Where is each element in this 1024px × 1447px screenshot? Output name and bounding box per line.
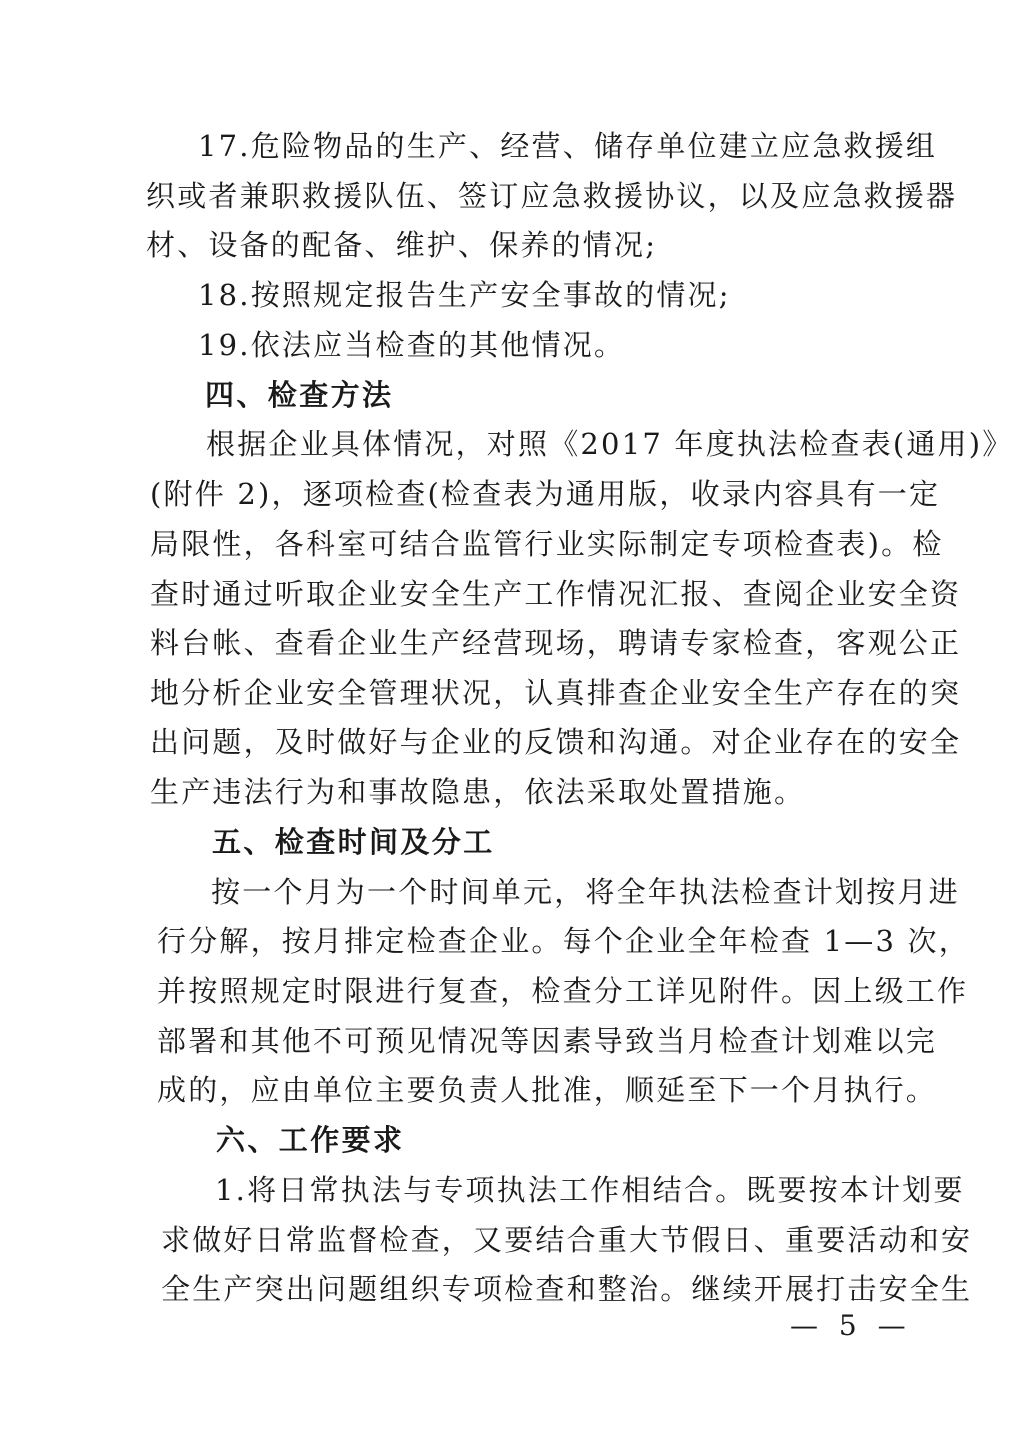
text-line-time-1: 按一个月为一个时间单元，将全年执法检查计划按月进 <box>211 875 960 909</box>
section-heading-work-requirements: 六、工作要求 <box>216 1123 405 1157</box>
page-number: — 5 — <box>790 1309 912 1342</box>
text-line-method-6: 地分析企业安全管理状况，认真排查企业安全生产存在的突 <box>150 676 962 710</box>
text-line-item-17-cont: 织或者兼职救援队伍、签订应急救援协议，以及应急救援器 <box>146 179 958 213</box>
text-line-time-4: 部署和其他不可预见情况等因素导致当月检查计划难以完 <box>157 1024 938 1058</box>
text-line-item-19: 19.依法应当检查的其他情况。 <box>198 328 626 362</box>
text-line-item-17-end: 材、设备的配备、维护、保养的情况; <box>146 228 658 262</box>
text-line-method-1: 根据企业具体情况，对照《2017 年度执法检查表(通用)》 <box>206 427 1014 461</box>
text-line-item-17-start: 17.危险物品的生产、经营、储存单位建立应急救援组 <box>198 129 938 163</box>
text-line-method-3: 局限性，各科室可结合监管行业实际制定专项检查表)。检 <box>150 527 944 561</box>
text-line-req-1: 1.将日常执法与专项执法工作相结合。既要按本计划要 <box>215 1173 965 1207</box>
text-line-req-3: 全生产突出问题组织专项检查和整治。继续开展打击安全生 <box>161 1272 973 1306</box>
section-heading-inspection-method: 四、检查方法 <box>205 378 394 412</box>
text-line-method-5: 料台帐、查看企业生产经营现场，聘请专家检查，客观公正 <box>150 626 962 660</box>
text-line-method-4: 查时通过听取企业安全生产工作情况汇报、查阅企业安全资 <box>150 577 962 611</box>
text-line-time-2: 行分解，按月排定检查企业。每个企业全年检查 1—3 次， <box>157 924 970 958</box>
text-line-method-7: 出问题，及时做好与企业的反馈和沟通。对企业存在的安全 <box>150 725 962 759</box>
text-line-method-8: 生产违法行为和事故隐患，依法采取处置措施。 <box>150 775 806 809</box>
text-line-req-2: 求做好日常监督检查，又要结合重大节假日、重要活动和安 <box>161 1223 973 1257</box>
text-line-time-5: 成的，应由单位主要负责人批准，顺延至下一个月执行。 <box>157 1073 938 1107</box>
text-line-time-3: 并按照规定时限进行复查，检查分工详见附件。因上级工作 <box>157 974 969 1008</box>
text-line-item-18: 18.按照规定报告生产安全事故的情况; <box>198 278 731 312</box>
section-heading-time-and-division: 五、检查时间及分工 <box>212 825 495 859</box>
text-line-method-2: (附件 2)，逐项检查(检查表为通用版，收录内容具有一定 <box>150 477 941 511</box>
